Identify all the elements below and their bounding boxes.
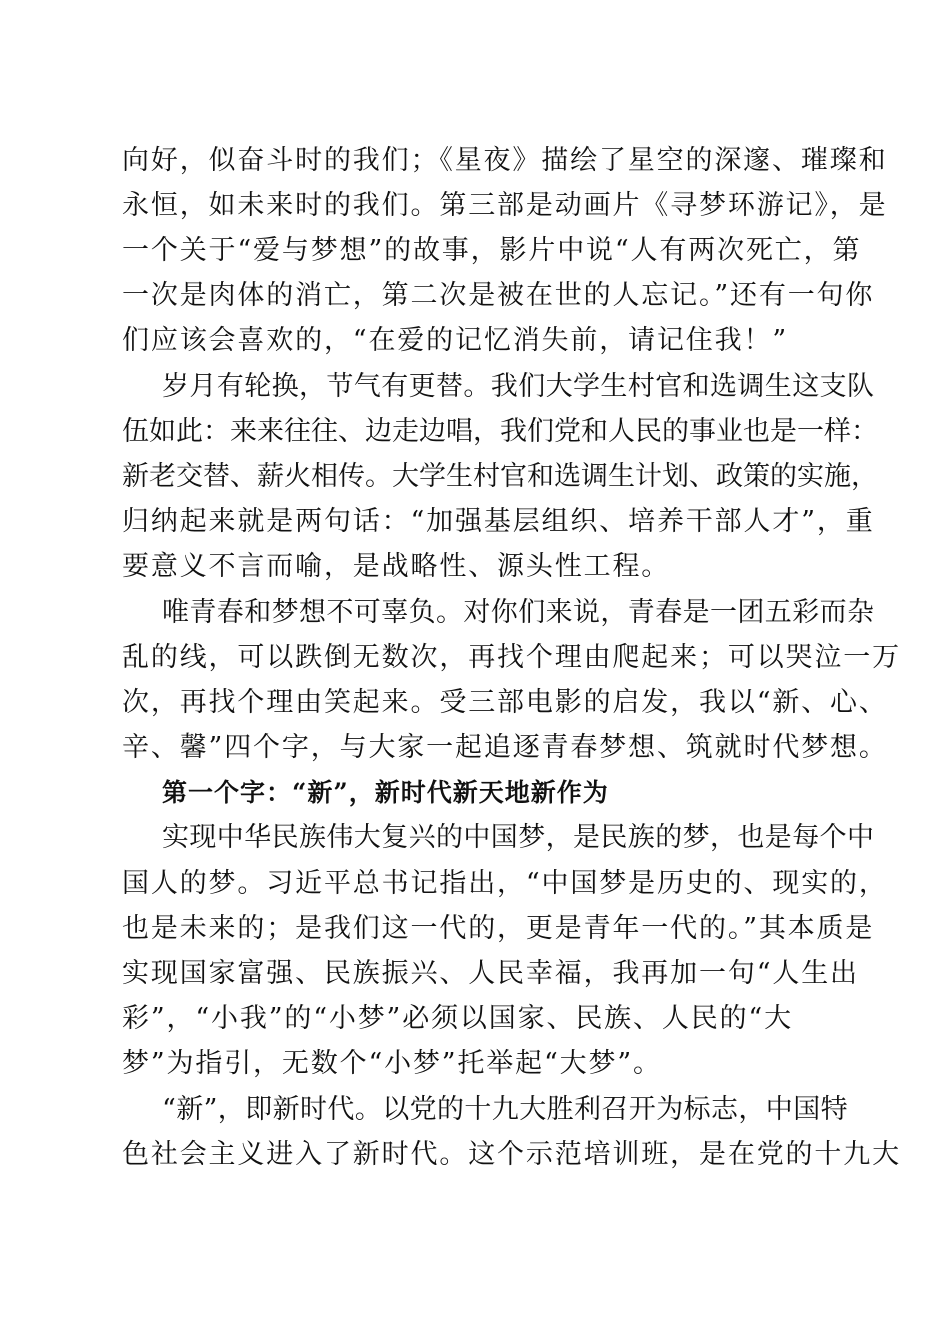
text-line: 梦”为指引，无数个“小梦”托举起“大梦”。	[122, 1048, 662, 1079]
paragraph-start-line: 实现中华民族伟大复兴的中国梦，是民族的梦，也是每个中	[162, 822, 875, 853]
text-line: 们应该会喜欢的，“在爱的记忆消失前，请记住我！”	[122, 325, 789, 356]
text-line: 要意义不言而喻，是战略性、源头性工程。	[122, 551, 671, 582]
text-line: 向好，似奋斗时的我们；《星夜》描绘了星空的深邃、璀璨和	[122, 145, 888, 176]
text-line: 辛、馨”四个字，与大家一起追逐青春梦想、筑就时代梦想。	[122, 732, 888, 763]
section-heading: 第一个字：“新”，新时代新天地新作为	[162, 778, 609, 807]
text-line: 一个关于“爱与梦想”的故事，影片中说“人有两次死亡，第	[122, 235, 862, 266]
text-line: 彩”，“小我”的“小梦”必须以国家、民族、人民的“大	[122, 1003, 793, 1034]
text-line: 也是未来的；是我们这一代的，更是青年一代的。”其本质是	[122, 913, 875, 944]
text-line: 色社会主义进入了新时代。这个示范培训班，是在党的十九大	[122, 1139, 901, 1170]
paragraph-start-line: 岁月有轮换，节气有更替。我们大学生村官和选调生这支队	[162, 371, 875, 402]
text-line: 伍如此：来来往往、边走边唱，我们党和人民的事业也是一样：	[122, 416, 878, 447]
paragraph-start-line: 唯青春和梦想不可辜负。对你们来说，青春是一团五彩而杂	[162, 597, 875, 628]
text-line: 国人的梦。习近平总书记指出，“中国梦是历史的、现实的，	[122, 868, 888, 899]
text-line: 新老交替、薪火相传。大学生村官和选调生计划、政策的实施，	[122, 461, 878, 492]
text-line: 归纳起来就是两句话：“加强基层组织、培养干部人才”，重	[122, 506, 875, 537]
text-line: 乱的线，可以跌倒无数次，再找个理由爬起来；可以哭泣一万	[122, 642, 901, 673]
text-line: 实现国家富强、民族振兴、人民幸福，我再加一句“人生出	[122, 958, 859, 989]
text-line: 次，再找个理由笑起来。受三部电影的启发，我以“新、心、	[122, 687, 888, 718]
text-line: 一次是肉体的消亡，第二次是被在世的人忘记。”还有一句你	[122, 280, 875, 311]
paragraph-start-line: “新”，即新时代。以党的十九大胜利召开为标志，中国特	[162, 1094, 849, 1125]
text-line: 永恒，如未来时的我们。第三部是动画片《寻梦环游记》，是	[122, 190, 888, 221]
